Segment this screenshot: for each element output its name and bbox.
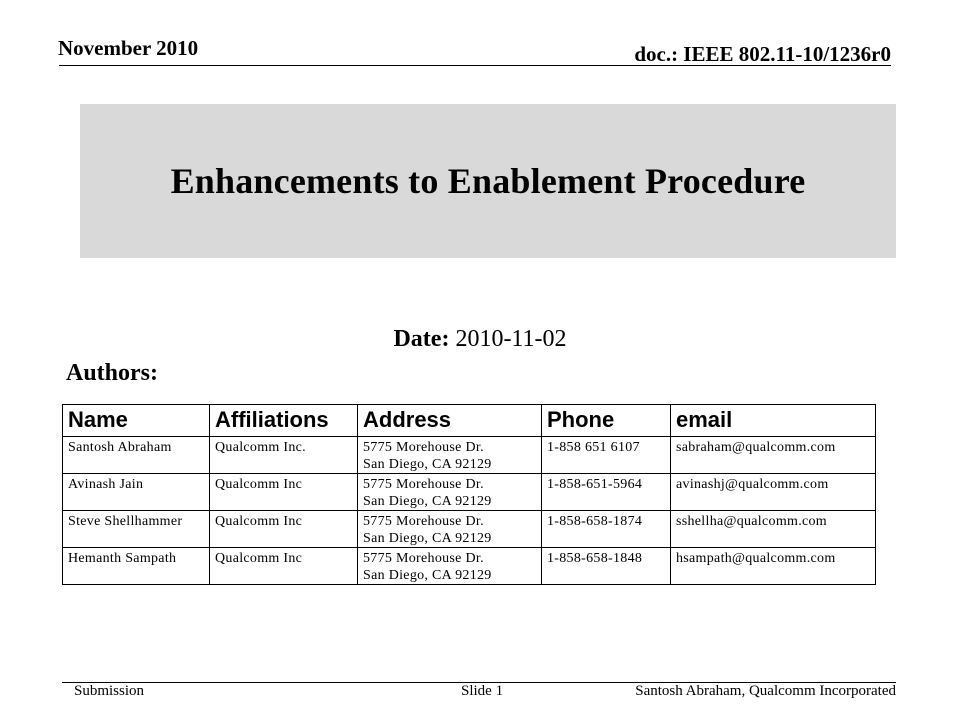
table-row: [63, 474, 876, 511]
author-email: sshellha@qualcomm.com: [671, 511, 876, 548]
author-phone: 1-858-658-1874: [542, 511, 671, 548]
column-header-name: Name: [63, 405, 210, 437]
header-rule: [59, 65, 891, 66]
address-line-1: 5775 Morehouse Dr.: [363, 551, 484, 566]
address-line-2: San Diego, CA 92129: [363, 457, 492, 472]
column-header-phone: Phone: [542, 405, 671, 437]
author-name: Steve Shellhammer: [63, 511, 210, 548]
header-date: November 2010: [58, 36, 199, 60]
author-affiliation: Qualcomm Inc: [210, 511, 358, 548]
table-header-row: [63, 405, 876, 437]
date-value: 2010-11-02: [455, 326, 567, 352]
author-email: avinashj@qualcomm.com: [671, 474, 876, 511]
column-header-address: Address: [358, 405, 542, 437]
table-row: [63, 548, 876, 585]
author-address: [358, 474, 542, 511]
author-name: Avinash Jain: [63, 474, 210, 511]
authors-table: [62, 404, 876, 585]
address-line-2: San Diego, CA 92129: [363, 568, 492, 583]
author-email: sabraham@qualcomm.com: [671, 437, 876, 474]
footer-slide-number: Slide 1: [461, 683, 504, 699]
column-header-affiliations: Affiliations: [210, 405, 358, 437]
author-phone: 1-858-658-1848: [542, 548, 671, 585]
author-name: Santosh Abraham: [63, 437, 210, 474]
author-phone: 1-858 651 6107: [542, 437, 671, 474]
author-affiliation: Qualcomm Inc: [210, 474, 358, 511]
table-row: [63, 511, 876, 548]
author-affiliation: Qualcomm Inc: [210, 548, 358, 585]
author-affiliation: Qualcomm Inc.: [210, 437, 358, 474]
footer-submission: Submission: [74, 683, 145, 699]
address-line-1: 5775 Morehouse Dr.: [363, 514, 484, 529]
author-name: Hemanth Sampath: [63, 548, 210, 585]
author-address: [358, 511, 542, 548]
slide-title: Enhancements to Enablement Procedure: [170, 161, 806, 201]
footer-author: Santosh Abraham, Qualcomm Incorporated: [635, 683, 896, 699]
table-row: [63, 437, 876, 474]
author-address: [358, 437, 542, 474]
date-line: [0, 326, 960, 353]
authors-label: Authors:: [66, 360, 159, 386]
address-line-2: San Diego, CA 92129: [363, 531, 492, 546]
title-banner: [80, 104, 896, 258]
address-line-1: 5775 Morehouse Dr.: [363, 477, 484, 492]
column-header-email: email: [671, 405, 876, 437]
author-email: hsampath@qualcomm.com: [671, 548, 876, 585]
author-phone: 1-858-651-5964: [542, 474, 671, 511]
date-label: Date:: [393, 326, 450, 352]
author-address: [358, 548, 542, 585]
address-line-1: 5775 Morehouse Dr.: [363, 440, 484, 455]
address-line-2: San Diego, CA 92129: [363, 494, 492, 509]
header-doc-id: doc.: IEEE 802.11-10/1236r0: [634, 42, 891, 66]
